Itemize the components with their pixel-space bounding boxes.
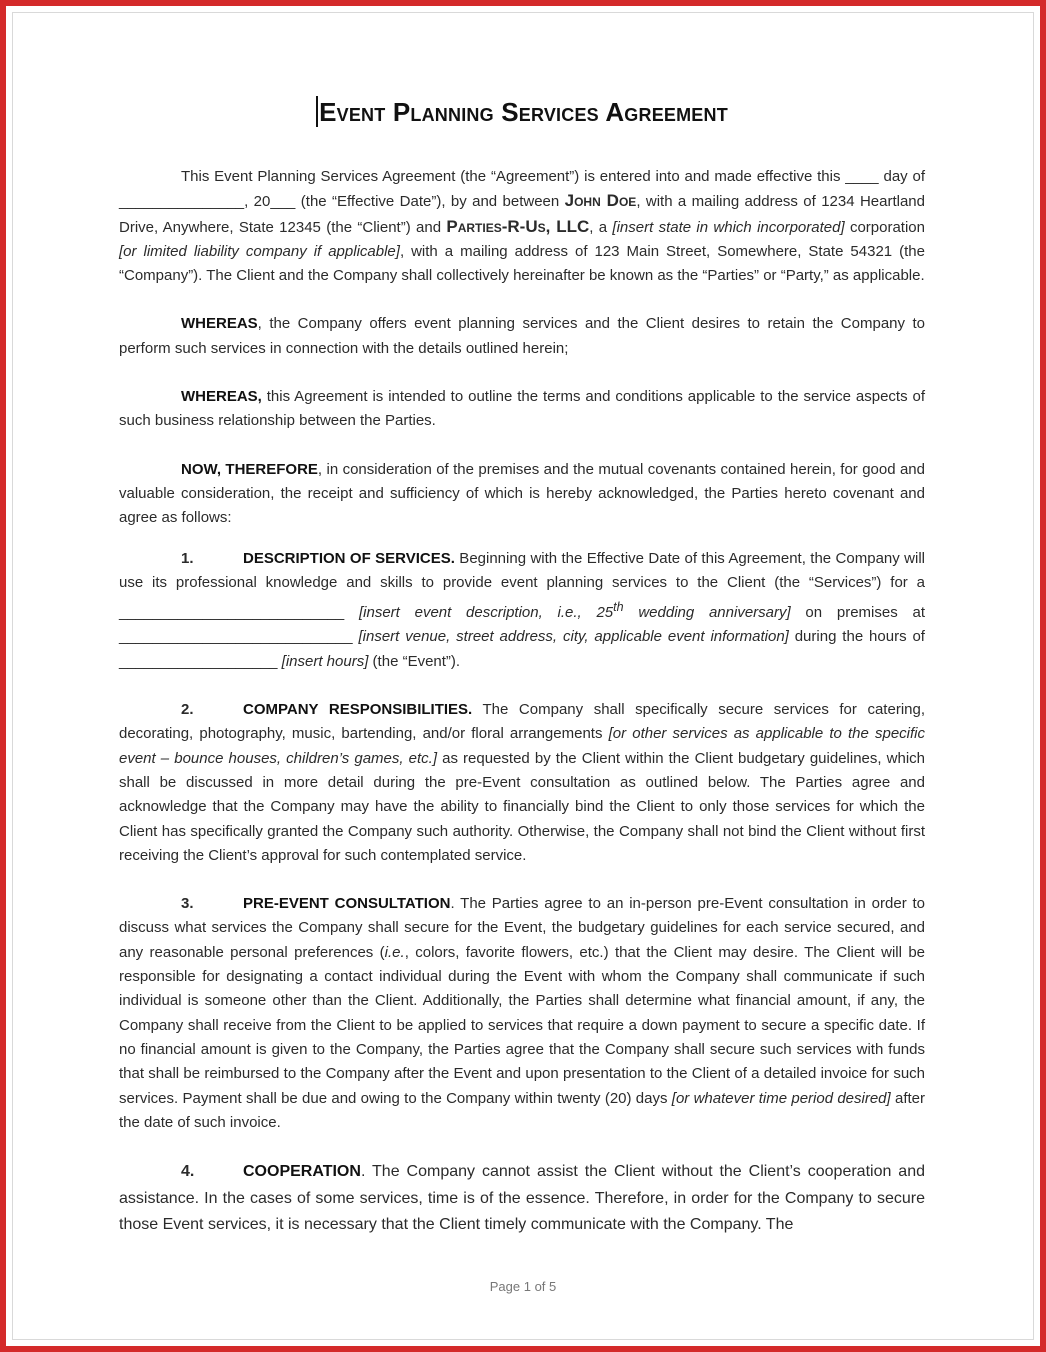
intro-placeholder-llc: [or limited liability company if applicable] — [119, 242, 400, 260]
section-1-placeholder-hours: [insert hours] — [281, 652, 369, 670]
section-1-text-2: on premises at ____________________________ — [119, 604, 925, 646]
section-3-heading: PRE-EVENT CONSULTATION — [243, 895, 451, 913]
section-3 — [119, 892, 925, 1135]
intro-paragraph — [119, 165, 925, 288]
whereas-text-1: , the Company offers event planning services and the Client desires to retain the Company to perform such services in connection with the details outlined herein; — [119, 315, 925, 357]
section-1-superscript: th — [613, 600, 624, 615]
section-3-text-3: after the date of such invoice. — [119, 1089, 926, 1131]
text-cursor — [316, 96, 318, 127]
section-2-number: 2. — [181, 701, 194, 719]
page-footer: Page 1 of 5 — [489, 1279, 557, 1294]
section-1-heading: DESCRIPTION OF SERVICES. — [243, 549, 455, 567]
intro-text-3: , a — [589, 218, 613, 236]
section-2-placeholder-services: [or other services as applicable to the specific event – bounce houses, children’s games, etc.] — [119, 725, 925, 767]
document-page — [119, 96, 925, 1239]
section-3-italic-ie: i.e. — [384, 943, 405, 961]
now-therefore-text: , in consideration of the premises and the mutual covenants contained herein, for good and valuable consideration, the receipt and sufficiency of which is hereby acknowledged, the Parties hereto covenant and agree as follows: — [119, 460, 925, 527]
section-4-text-1: . The Company cannot assist the Client without the Client’s cooperation and assistance. In the cases of some services, time is of the essence. Therefore, in order for the Company to secure those Event services, it is necessary that the Client timely communicate with the Company. The — [119, 1163, 925, 1234]
section-1-placeholder-event-end: wedding anniversary] — [623, 604, 791, 622]
section-2-text-2: as requested by the Client within the Client budgetary guidelines, which shall be discussed in more detail during the pre-Event consultation as outlined below. The Parties agree and acknowledge that the Company may have the ability to financially bind the Client to only those services for which the Client has specifically granted the Company such authority. Otherwise, the Company shall not bind the Client without first receiving the Client’s approval for such contemplated service. — [119, 749, 926, 864]
whereas-lead-1: WHEREAS — [181, 315, 258, 333]
section-2 — [119, 698, 925, 868]
whereas-paragraph-1 — [119, 312, 925, 361]
section-1 — [119, 547, 925, 674]
now-therefore-lead: NOW, THEREFORE — [181, 460, 318, 478]
client-name: John Doe — [564, 191, 637, 211]
company-name: Parties-R-Us, LLC — [446, 216, 590, 236]
whereas-text-2: this Agreement is intended to outline the terms and conditions applicable to the service aspects of such business relationship between the Parties. — [119, 388, 925, 430]
intro-text-1: This Event Planning Services Agreement (the “Agreement”) is entered into and made effective this ____ day of _______________, 20___ (the “Effective Date”), by and between — [119, 168, 925, 211]
intro-placeholder-state: [insert state in which incorporated] — [612, 218, 845, 236]
section-4 — [119, 1159, 925, 1239]
section-2-text-1: The Company shall specifically secure services for catering, decorating, photography, music, bartending, and/or floral arrangements — [119, 701, 925, 743]
section-4-number: 4. — [181, 1163, 195, 1181]
section-3-placeholder-period: [or whatever time period desired] — [671, 1089, 891, 1107]
section-4-heading: COOPERATION — [243, 1163, 361, 1181]
whereas-lead-2: WHEREAS, — [181, 388, 262, 406]
section-3-text-2: , colors, favorite flowers, etc.) that the Client may desire. The Client will be responsible for designating a contact individual during the Event with whom the Company shall communicate if such individual is someone other than the Client. Additionally, the Parties shall determine what financial amount, if any, the Company shall receive from the Client to be applied to services that require a down payment to secure a specific date. If no financial amount is given to the Company, the Parties agree that the Company shall secure such services with funds that shall be reimbursed to the Company after the Event and upon presentation to the Client of a detailed invoice for such services. Payment shall be due and owing to the Company within twenty (20) days — [119, 943, 925, 1107]
intro-text-2: , with a mailing address of 1234 Heartland Drive, Anywhere, State 12345 (the “Client”) and — [119, 193, 925, 236]
section-1-text-1: Beginning with the Effective Date of this Agreement, the Company will use its professional knowledge and skills to provide event planning services to the Client (the “Services”) for a ___________________________ — [119, 549, 925, 622]
section-3-number: 3. — [181, 895, 194, 913]
whereas-paragraph-2 — [119, 385, 925, 434]
section-1-placeholder-event: [insert event description, i.e., 25 — [359, 604, 614, 622]
document-title: Event Planning Services Agreement — [319, 97, 728, 127]
section-2-heading: COMPANY RESPONSIBILITIES. — [243, 701, 473, 719]
section-1-number: 1. — [181, 549, 194, 567]
now-therefore-paragraph — [119, 458, 925, 531]
intro-text-4: corporation — [844, 218, 925, 236]
section-3-text-1: . The Parties agree to an in-person pre-Event consultation in order to discuss what services the Company shall secure for the Event, the budgetary guidelines for each service secured, and any reasonable personal preferences ( — [119, 895, 925, 961]
section-1-placeholder-venue: [insert venue, street address, city, applicable event information] — [358, 628, 789, 646]
section-1-text-4: (the “Event”). — [368, 652, 461, 670]
intro-text-5: , with a mailing address of 123 Main Street, Somewhere, State 54321 (the “Company”). The Client and the Company shall collectively hereinafter be known as the “Parties” or “Party,” as applicable. — [119, 242, 925, 285]
document-title-block — [119, 96, 925, 127]
section-1-text-3: during the hours of ___________________ — [119, 628, 925, 670]
